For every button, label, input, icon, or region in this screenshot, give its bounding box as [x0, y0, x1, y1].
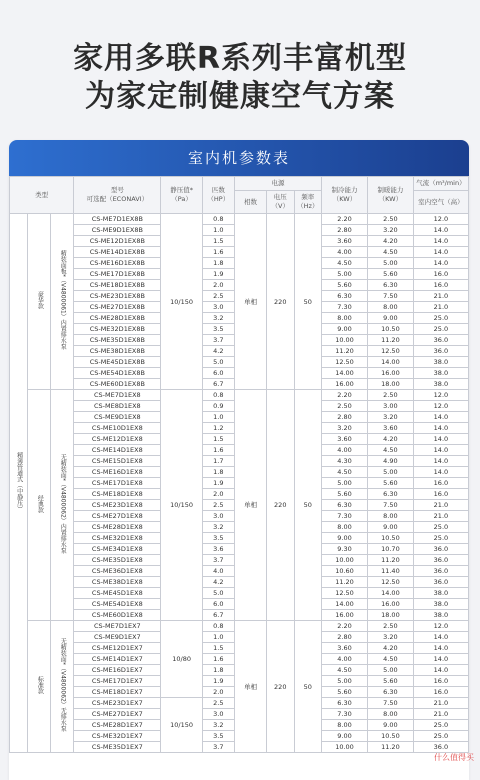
airflow-cell: 21.0	[413, 511, 468, 522]
cooling-cell: 14.00	[322, 368, 368, 379]
model-cell: CS-ME35D1EX8	[74, 555, 161, 566]
group-name-cell	[28, 621, 51, 753]
group-name: 经典款	[36, 494, 44, 513]
hp-cell: 2.0	[202, 489, 234, 500]
heating-cell: 10.50	[367, 324, 413, 335]
heating-cell: 2.50	[367, 214, 413, 225]
hp-cell: 3.0	[202, 302, 234, 313]
airflow-cell: 38.0	[413, 357, 468, 368]
heating-cell: 4.20	[367, 434, 413, 445]
headline	[0, 40, 480, 116]
airflow-cell: 16.0	[413, 687, 468, 698]
group-name-cell	[28, 214, 51, 390]
model-cell: CS-ME54D1EX8	[74, 599, 161, 610]
cooling-cell: 4.30	[322, 456, 368, 467]
airflow-cell: 25.0	[413, 720, 468, 731]
hp-cell: 0.8	[202, 214, 234, 225]
group-sub-cell	[51, 214, 74, 390]
airflow-cell: 36.0	[413, 335, 468, 346]
cooling-cell: 6.30	[322, 698, 368, 709]
cooling-cell: 16.00	[322, 610, 368, 621]
airflow-cell: 16.0	[413, 478, 468, 489]
heating-cell: 2.50	[367, 390, 413, 401]
heating-cell: 8.00	[367, 709, 413, 720]
hp-cell: 3.0	[202, 709, 234, 720]
airflow-cell: 12.0	[413, 214, 468, 225]
group-sub-cell	[51, 390, 74, 621]
heating-cell: 5.60	[367, 478, 413, 489]
model-cell: CS-ME35D1EX7	[74, 742, 161, 753]
airflow-cell: 25.0	[413, 731, 468, 742]
cooling-cell: 4.50	[322, 258, 368, 269]
model-cell: CS-ME34D1EX8	[74, 544, 161, 555]
cooling-cell: 5.60	[322, 280, 368, 291]
header-heating: 制暖能力 （KW）	[367, 177, 413, 214]
airflow-cell: 36.0	[413, 566, 468, 577]
model-cell: CS-ME16D1EX7	[74, 665, 161, 676]
model-cell: CS-ME17D1EX8B	[74, 269, 161, 280]
hp-cell: 6.0	[202, 599, 234, 610]
cooling-cell: 2.20	[322, 390, 368, 401]
cooling-cell: 4.00	[322, 247, 368, 258]
group-sub: 无精装面*（V4800062）无排水泵	[59, 638, 67, 732]
airflow-cell: 21.0	[413, 302, 468, 313]
hp-cell: 3.2	[202, 522, 234, 533]
heating-cell: 5.60	[367, 676, 413, 687]
hp-cell: 1.5	[202, 236, 234, 247]
airflow-cell: 36.0	[413, 555, 468, 566]
airflow-cell: 36.0	[413, 577, 468, 588]
model-cell: CS-ME9D1EX7	[74, 632, 161, 643]
header-freq: 频率 （Hz）	[294, 191, 322, 214]
voltage-cell: 220	[267, 390, 295, 621]
cooling-cell: 5.60	[322, 687, 368, 698]
model-cell: CS-ME23D1EX8B	[74, 291, 161, 302]
model-cell: CS-ME18D1EX7	[74, 687, 161, 698]
model-cell: CS-ME17D1EX7	[74, 676, 161, 687]
group-sub-cell	[51, 621, 74, 753]
heating-cell: 10.50	[367, 731, 413, 742]
model-cell: CS-ME17D1EX8	[74, 478, 161, 489]
table-row	[10, 390, 469, 401]
model-cell: CS-ME38D1EX8	[74, 577, 161, 588]
hp-cell: 1.8	[202, 467, 234, 478]
header-voltage: 电压 （V）	[267, 191, 295, 214]
airflow-cell: 16.0	[413, 676, 468, 687]
hp-cell: 2.5	[202, 500, 234, 511]
hp-cell: 1.5	[202, 434, 234, 445]
cooling-cell: 2.80	[322, 412, 368, 423]
heating-cell: 4.20	[367, 643, 413, 654]
cooling-cell: 7.30	[322, 302, 368, 313]
heating-cell: 11.20	[367, 742, 413, 753]
hp-cell: 3.5	[202, 731, 234, 742]
heating-cell: 7.50	[367, 291, 413, 302]
model-cell: CS-ME9D1EX8B	[74, 225, 161, 236]
group-sub: 精装面板*（V4800061）内置排水泵	[59, 250, 67, 350]
heating-cell: 16.00	[367, 368, 413, 379]
header-type: 类型	[10, 177, 74, 214]
model-cell: CS-ME18D1EX8	[74, 489, 161, 500]
hp-cell: 0.9	[202, 401, 234, 412]
airflow-cell: 12.0	[413, 401, 468, 412]
airflow-cell: 38.0	[413, 599, 468, 610]
hp-cell: 3.5	[202, 533, 234, 544]
hp-cell: 3.7	[202, 742, 234, 753]
heating-cell: 4.50	[367, 654, 413, 665]
hp-cell: 1.5	[202, 643, 234, 654]
heating-cell: 12.50	[367, 346, 413, 357]
cooling-cell: 2.80	[322, 225, 368, 236]
header-model: 型号 可选配（ECONAVI）	[74, 177, 161, 214]
airflow-cell: 14.0	[413, 467, 468, 478]
airflow-cell: 21.0	[413, 500, 468, 511]
model-cell: CS-ME32D1EX8B	[74, 324, 161, 335]
table-row	[10, 214, 469, 225]
cooling-cell: 10.60	[322, 566, 368, 577]
model-cell: CS-ME60D1EX8	[74, 610, 161, 621]
airflow-cell: 25.0	[413, 533, 468, 544]
model-cell: CS-ME28D1EX8B	[74, 313, 161, 324]
heating-cell: 5.00	[367, 258, 413, 269]
heating-cell: 4.50	[367, 445, 413, 456]
heating-cell: 16.00	[367, 599, 413, 610]
heating-cell: 9.00	[367, 522, 413, 533]
heating-cell: 3.20	[367, 225, 413, 236]
airflow-cell: 14.0	[413, 423, 468, 434]
phase-cell: 单相	[234, 214, 266, 390]
watermark: 什么值得买	[434, 753, 474, 762]
model-cell: CS-ME27D1EX8	[74, 511, 161, 522]
headline-line-1: 家用多联R系列丰富机型	[72, 41, 408, 76]
group-name-cell	[28, 390, 51, 621]
cooling-cell: 8.00	[322, 522, 368, 533]
cooling-cell: 3.60	[322, 643, 368, 654]
table-row	[10, 621, 469, 632]
heating-cell: 9.00	[367, 313, 413, 324]
phase-cell: 单相	[234, 390, 266, 621]
pressure-cell: 10/80	[161, 621, 202, 698]
freq-cell: 50	[294, 390, 322, 621]
model-cell: CS-ME32D1EX8	[74, 533, 161, 544]
hp-cell: 2.5	[202, 698, 234, 709]
model-cell: CS-ME12D1EX8	[74, 434, 161, 445]
heating-cell: 4.20	[367, 236, 413, 247]
airflow-cell: 16.0	[413, 269, 468, 280]
airflow-cell: 14.0	[413, 632, 468, 643]
pressure-cell: 10/150	[161, 698, 202, 753]
heating-cell: 5.60	[367, 269, 413, 280]
table-title: 室内机参数表	[9, 140, 469, 176]
hp-cell: 2.5	[202, 291, 234, 302]
model-cell: CS-ME54D1EX8B	[74, 368, 161, 379]
heating-cell: 7.50	[367, 698, 413, 709]
hp-cell: 2.0	[202, 687, 234, 698]
hp-cell: 6.0	[202, 368, 234, 379]
heating-cell: 6.30	[367, 280, 413, 291]
heating-cell: 3.00	[367, 401, 413, 412]
heating-cell: 8.00	[367, 302, 413, 313]
airflow-cell: 14.0	[413, 225, 468, 236]
airflow-cell: 16.0	[413, 280, 468, 291]
heating-cell: 12.50	[367, 577, 413, 588]
airflow-cell: 14.0	[413, 434, 468, 445]
heating-cell: 4.50	[367, 247, 413, 258]
airflow-cell: 38.0	[413, 379, 468, 390]
airflow-cell: 14.0	[413, 654, 468, 665]
airflow-cell: 14.0	[413, 247, 468, 258]
heating-cell: 18.00	[367, 610, 413, 621]
cooling-cell: 7.30	[322, 511, 368, 522]
model-cell: CS-ME28D1EX7	[74, 720, 161, 731]
airflow-cell: 36.0	[413, 544, 468, 555]
cooling-cell: 5.00	[322, 478, 368, 489]
heating-cell: 7.50	[367, 500, 413, 511]
hp-cell: 1.0	[202, 632, 234, 643]
airflow-cell: 38.0	[413, 588, 468, 599]
model-cell: CS-ME14D1EX7	[74, 654, 161, 665]
model-cell: CS-ME32D1EX7	[74, 731, 161, 742]
model-cell: CS-ME38D1EX8B	[74, 346, 161, 357]
model-cell: CS-ME23D1EX8	[74, 500, 161, 511]
pressure-cell: 10/150	[161, 214, 202, 390]
freq-cell: 50	[294, 621, 322, 753]
header-airflow: 气流（m³/min）	[413, 177, 468, 191]
group-name: 标准款	[36, 676, 44, 694]
airflow-cell: 25.0	[413, 313, 468, 324]
model-cell: CS-ME35D1EX8B	[74, 335, 161, 346]
heating-cell: 10.50	[367, 533, 413, 544]
header-airflow-sub: 室内空气（高）	[413, 191, 468, 214]
pressure-cell: 10/150	[161, 390, 202, 621]
heating-cell: 18.00	[367, 379, 413, 390]
cooling-cell: 4.50	[322, 467, 368, 478]
hp-cell: 2.0	[202, 280, 234, 291]
model-cell: CS-ME27D1EX8B	[74, 302, 161, 313]
airflow-cell: 38.0	[413, 368, 468, 379]
heating-cell: 11.20	[367, 555, 413, 566]
model-cell: CS-ME10D1EX8	[74, 423, 161, 434]
spec-table	[9, 176, 469, 753]
cooling-cell: 3.60	[322, 236, 368, 247]
airflow-cell: 36.0	[413, 742, 468, 753]
spec-table-body	[10, 214, 469, 753]
hp-cell: 1.8	[202, 665, 234, 676]
airflow-cell: 12.0	[413, 621, 468, 632]
hp-cell: 3.2	[202, 313, 234, 324]
cooling-cell: 10.00	[322, 555, 368, 566]
cooling-cell: 5.60	[322, 489, 368, 500]
model-cell: CS-ME36D1EX8	[74, 566, 161, 577]
hp-cell: 3.7	[202, 335, 234, 346]
hp-cell: 0.8	[202, 621, 234, 632]
hp-cell: 0.8	[202, 390, 234, 401]
airflow-cell: 14.0	[413, 412, 468, 423]
model-cell: CS-ME45D1EX8	[74, 588, 161, 599]
cooling-cell: 10.00	[322, 742, 368, 753]
cooling-cell: 5.00	[322, 269, 368, 280]
airflow-cell: 21.0	[413, 709, 468, 720]
heating-cell: 5.00	[367, 665, 413, 676]
category-cell	[10, 214, 28, 753]
cooling-cell: 8.00	[322, 313, 368, 324]
hp-cell: 1.9	[202, 269, 234, 280]
airflow-cell: 36.0	[413, 346, 468, 357]
cooling-cell: 2.20	[322, 621, 368, 632]
airflow-cell: 21.0	[413, 291, 468, 302]
airflow-cell: 14.0	[413, 445, 468, 456]
cooling-cell: 4.00	[322, 445, 368, 456]
model-cell: CS-ME9D1EX8	[74, 412, 161, 423]
airflow-cell: 25.0	[413, 522, 468, 533]
cooling-cell: 8.00	[322, 720, 368, 731]
hp-cell: 1.2	[202, 423, 234, 434]
airflow-cell: 16.0	[413, 489, 468, 500]
voltage-cell: 220	[267, 621, 295, 753]
model-cell: CS-ME14D1EX8	[74, 445, 161, 456]
heating-cell: 14.00	[367, 588, 413, 599]
hp-cell: 3.7	[202, 555, 234, 566]
airflow-cell: 14.0	[413, 236, 468, 247]
model-cell: CS-ME28D1EX8	[74, 522, 161, 533]
cooling-cell: 10.00	[322, 335, 368, 346]
hp-cell: 1.9	[202, 676, 234, 687]
hp-cell: 1.8	[202, 258, 234, 269]
cooling-cell: 11.20	[322, 577, 368, 588]
cooling-cell: 6.30	[322, 291, 368, 302]
cooling-cell: 12.50	[322, 357, 368, 368]
header-cooling: 制冷能力 （KW）	[322, 177, 368, 214]
hp-cell: 4.2	[202, 346, 234, 357]
model-cell: CS-ME18D1EX8B	[74, 280, 161, 291]
header-static-pressure: 静压值* （Pa）	[161, 177, 202, 214]
cooling-cell: 16.00	[322, 379, 368, 390]
phase-cell: 单相	[234, 621, 266, 753]
hp-cell: 3.6	[202, 544, 234, 555]
cooling-cell: 3.20	[322, 423, 368, 434]
heating-cell: 6.30	[367, 489, 413, 500]
heating-cell: 3.20	[367, 632, 413, 643]
model-cell: CS-ME27D1EX7	[74, 709, 161, 720]
airflow-cell: 38.0	[413, 610, 468, 621]
airflow-cell: 14.0	[413, 665, 468, 676]
cooling-cell: 12.50	[322, 588, 368, 599]
header-phase: 相数	[234, 191, 266, 214]
hp-cell: 6.7	[202, 379, 234, 390]
model-cell: CS-ME7D1EX8B	[74, 214, 161, 225]
voltage-cell: 220	[267, 214, 295, 390]
model-cell: CS-ME7D1EX7	[74, 621, 161, 632]
model-cell: CS-ME12D1EX7	[74, 643, 161, 654]
headline-line-2: 为家定制健康空气方案	[85, 79, 395, 114]
cooling-cell: 2.80	[322, 632, 368, 643]
heating-cell: 14.00	[367, 357, 413, 368]
hp-cell: 1.9	[202, 478, 234, 489]
hp-cell: 1.6	[202, 247, 234, 258]
header-hp: 匹数 （HP）	[202, 177, 234, 214]
cooling-cell: 9.00	[322, 324, 368, 335]
category-label: 精薄管道式（中静压）	[15, 451, 23, 512]
heating-cell: 8.00	[367, 511, 413, 522]
group-sub: 无精装面*（V4800062）内置排水泵	[59, 453, 67, 554]
model-cell: CS-ME12D1EX8B	[74, 236, 161, 247]
cooling-cell: 14.00	[322, 599, 368, 610]
hp-cell: 1.6	[202, 654, 234, 665]
hp-cell: 4.0	[202, 566, 234, 577]
hp-cell: 1.0	[202, 225, 234, 236]
hp-cell: 3.2	[202, 720, 234, 731]
cooling-cell: 5.00	[322, 676, 368, 687]
spec-card	[9, 140, 469, 780]
airflow-cell: 14.0	[413, 258, 468, 269]
cooling-cell: 6.30	[322, 500, 368, 511]
hp-cell: 1.0	[202, 412, 234, 423]
airflow-cell: 14.0	[413, 643, 468, 654]
hp-cell: 1.7	[202, 456, 234, 467]
freq-cell: 50	[294, 214, 322, 390]
hp-cell: 5.0	[202, 588, 234, 599]
hp-cell: 6.7	[202, 610, 234, 621]
model-cell: CS-ME7D1EX8	[74, 390, 161, 401]
airflow-cell: 14.0	[413, 456, 468, 467]
cooling-cell: 4.50	[322, 665, 368, 676]
hp-cell: 1.6	[202, 445, 234, 456]
model-cell: CS-ME14D1EX8B	[74, 247, 161, 258]
cooling-cell: 9.00	[322, 731, 368, 742]
cooling-cell: 2.50	[322, 401, 368, 412]
cooling-cell: 7.30	[322, 709, 368, 720]
airflow-cell: 25.0	[413, 324, 468, 335]
heating-cell: 3.60	[367, 423, 413, 434]
model-cell: CS-ME8D1EX8	[74, 401, 161, 412]
heating-cell: 3.20	[367, 412, 413, 423]
heating-cell: 5.00	[367, 467, 413, 478]
heating-cell: 9.00	[367, 720, 413, 731]
cooling-cell: 9.00	[322, 533, 368, 544]
cooling-cell: 4.00	[322, 654, 368, 665]
hp-cell: 3.0	[202, 511, 234, 522]
model-cell: CS-ME16D1EX8B	[74, 258, 161, 269]
cooling-cell: 3.60	[322, 434, 368, 445]
cooling-cell: 9.30	[322, 544, 368, 555]
airflow-cell: 21.0	[413, 698, 468, 709]
cooling-cell: 11.20	[322, 346, 368, 357]
model-cell: CS-ME15D1EX8	[74, 456, 161, 467]
model-cell: CS-ME16D1EX8	[74, 467, 161, 478]
model-cell: CS-ME23D1EX7	[74, 698, 161, 709]
group-name: 豪华款	[36, 291, 44, 309]
heating-cell: 6.30	[367, 687, 413, 698]
model-cell: CS-ME45D1EX8B	[74, 357, 161, 368]
airflow-cell: 12.0	[413, 390, 468, 401]
heating-cell: 4.90	[367, 456, 413, 467]
cooling-cell: 2.20	[322, 214, 368, 225]
heating-cell: 11.40	[367, 566, 413, 577]
heating-cell: 10.70	[367, 544, 413, 555]
hp-cell: 3.5	[202, 324, 234, 335]
heating-cell: 11.20	[367, 335, 413, 346]
heating-cell: 2.50	[367, 621, 413, 632]
hp-cell: 5.0	[202, 357, 234, 368]
model-cell: CS-ME60D1EX8B	[74, 379, 161, 390]
hp-cell: 4.2	[202, 577, 234, 588]
header-power: 电源	[234, 177, 321, 191]
